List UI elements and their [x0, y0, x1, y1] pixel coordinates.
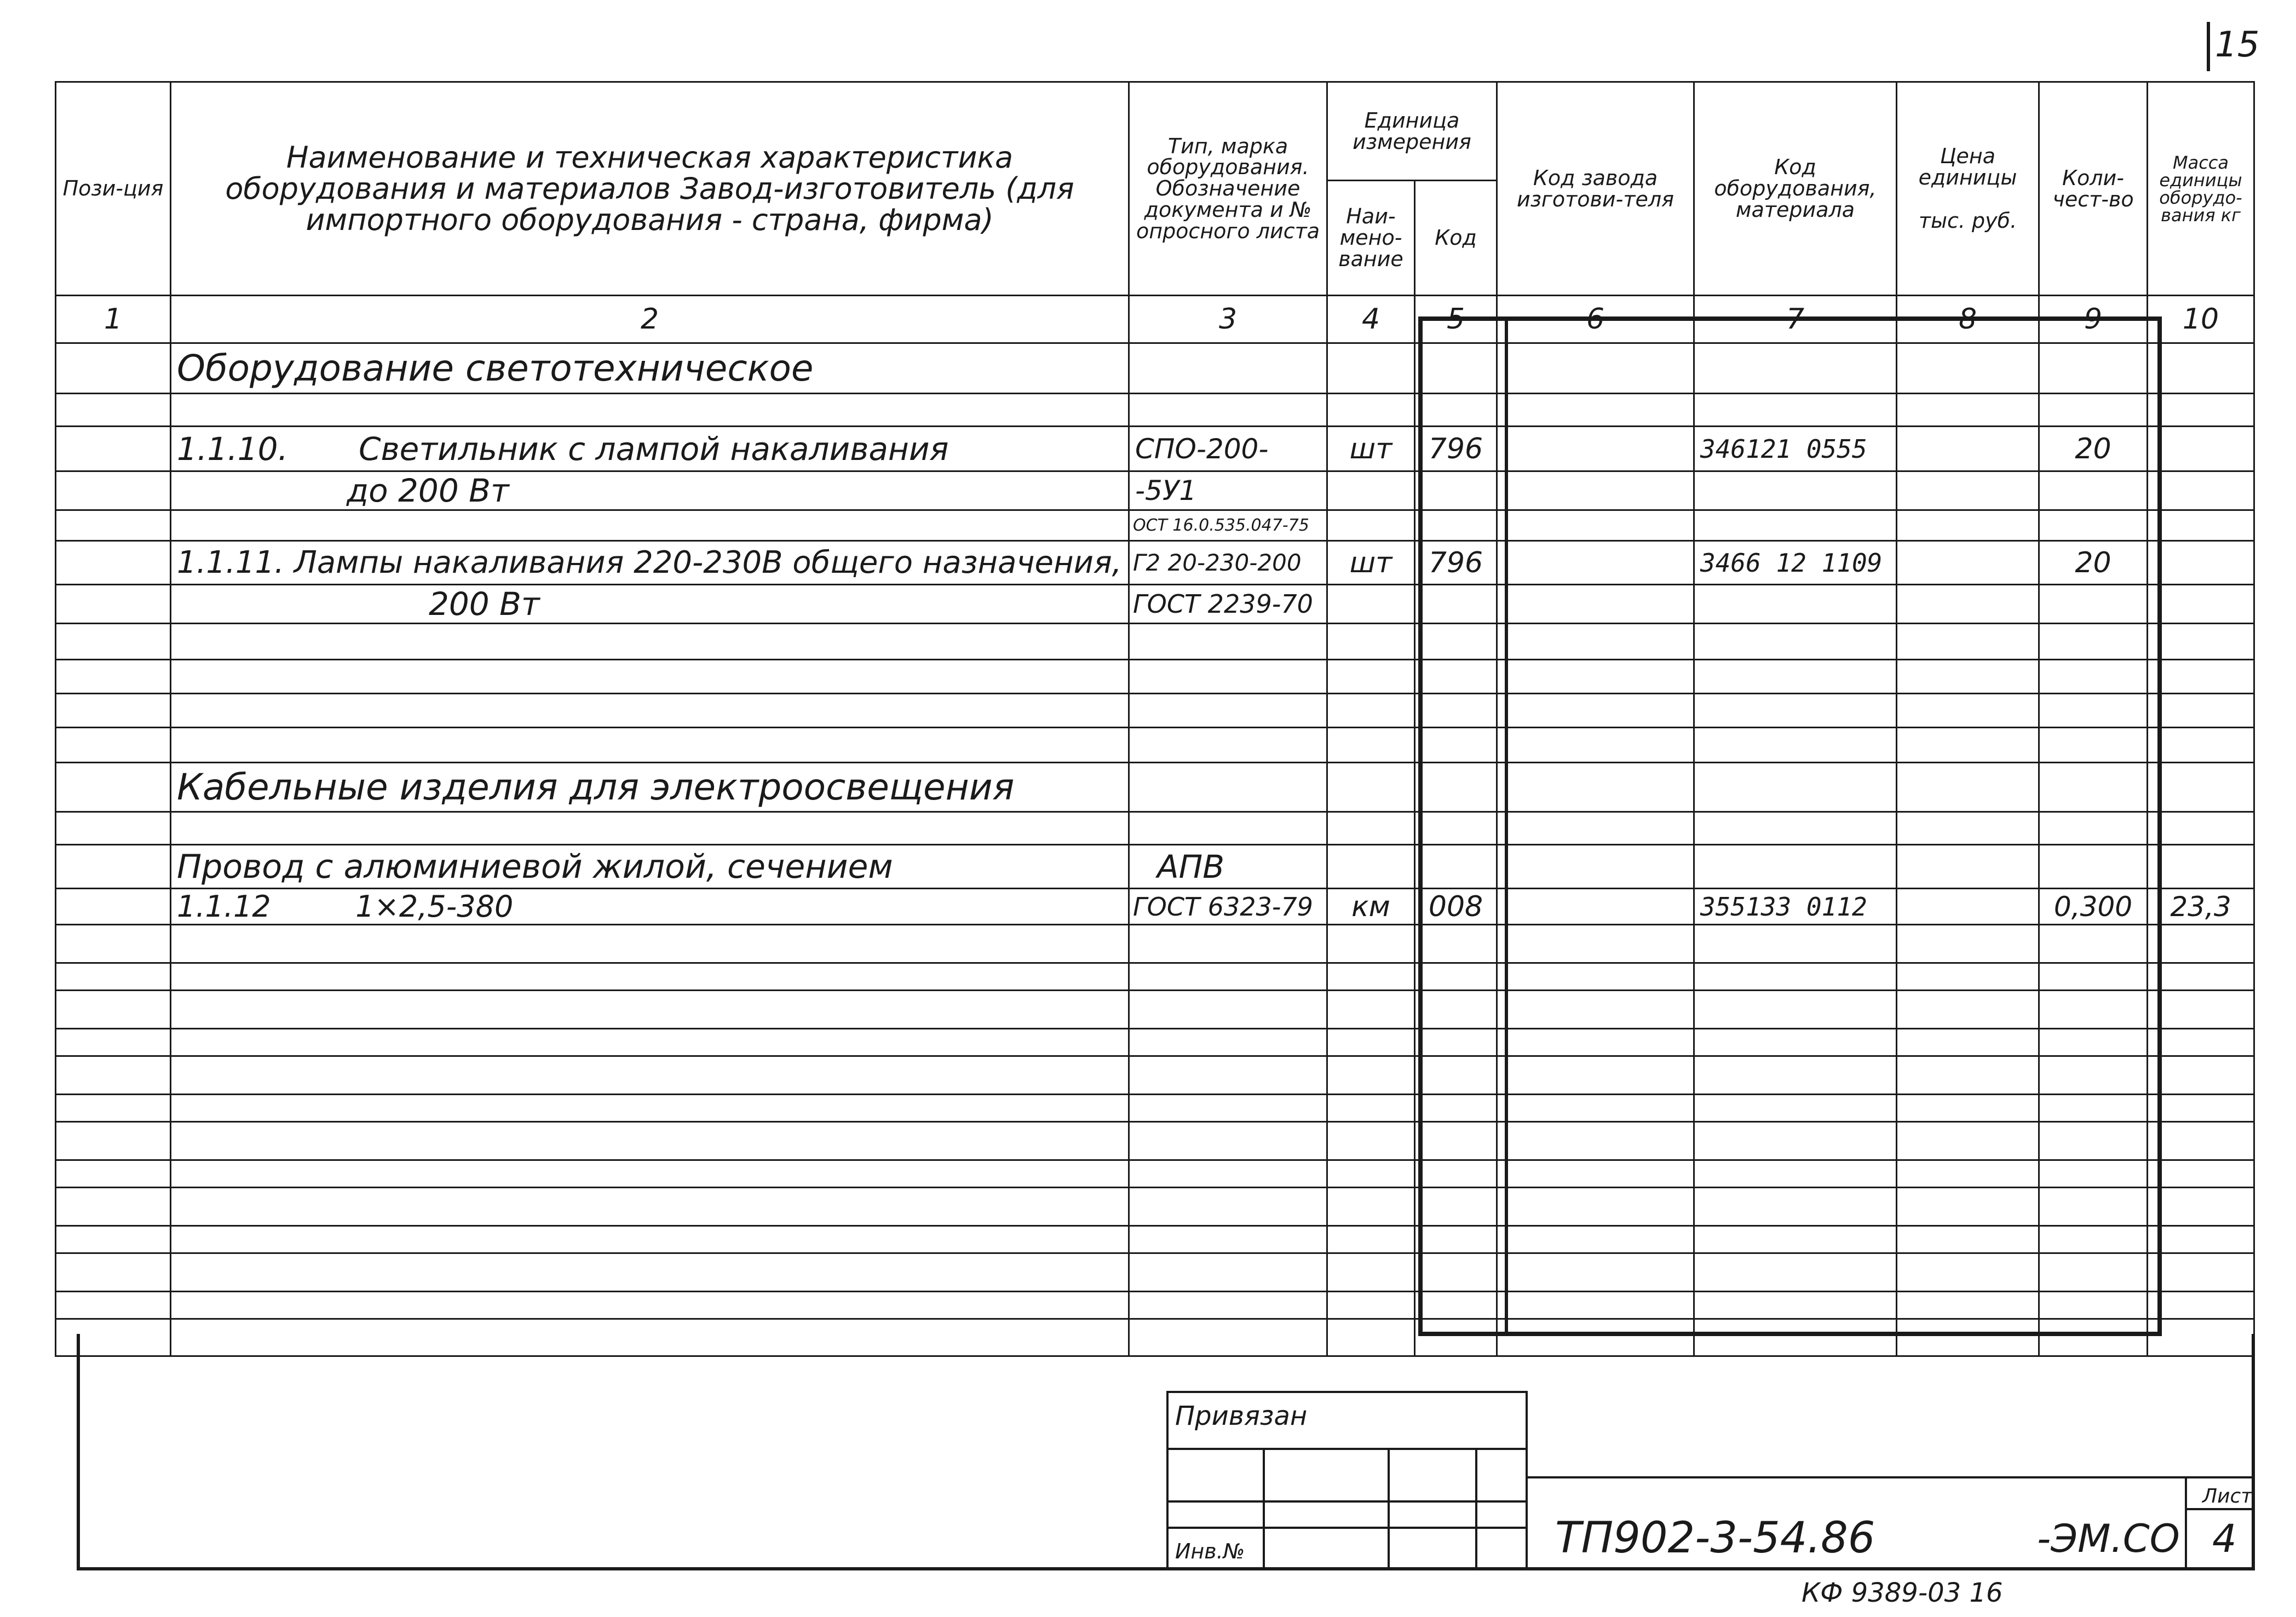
item-unit-code: 796 [1415, 541, 1497, 585]
item-unit: км [1327, 889, 1415, 925]
item-name [171, 541, 1129, 585]
item-type: -5У1 [1129, 471, 1327, 510]
table-row [56, 1188, 2254, 1226]
approval-grid-line [1169, 1448, 1526, 1450]
approval-grid-line [1169, 1527, 1526, 1529]
item-code: 355133 0112 [1694, 889, 1897, 925]
item-unit: шт [1327, 541, 1415, 585]
table-row [56, 471, 2254, 510]
item-name [171, 427, 1129, 471]
col-header-price-unit: тыс. руб. [1918, 208, 2017, 233]
table-row [56, 1253, 2254, 1292]
col-header-mass: Масса единицы оборудо-вания кг [2148, 82, 2254, 296]
approval-grid-line [1388, 1448, 1390, 1568]
table-row [56, 1056, 2254, 1095]
col-header-unit-group: Единица измерения [1327, 82, 1497, 181]
approval-grid-line [1263, 1448, 1265, 1568]
frame-bottom-edge [77, 1567, 2255, 1570]
section-row [56, 763, 2254, 812]
section-row [56, 343, 2254, 394]
table-row [56, 660, 2254, 694]
item-unit-code: 796 [1415, 427, 1497, 471]
column-number: 1 [56, 296, 171, 343]
item-description: 1×2,5-380 [355, 889, 514, 924]
table-row [56, 585, 2254, 624]
column-number: 9 [2039, 296, 2148, 343]
frame-left-edge [77, 1334, 80, 1569]
table-row [56, 541, 2254, 585]
table-row [56, 1292, 2254, 1319]
sheet-box-divider [2185, 1476, 2187, 1570]
item-position: 1.1.11. [177, 545, 284, 580]
item-quantity: 0,300 [2039, 889, 2148, 925]
table-row [56, 812, 2254, 845]
col-header-quantity: Коли-чест-во [2039, 82, 2148, 296]
column-number: 2 [171, 296, 1129, 343]
item-name [171, 889, 1129, 925]
table-row [56, 963, 2254, 991]
table-row [56, 925, 2254, 963]
table-row [56, 728, 2254, 763]
item-description: Лампы накаливания 220-230В общего назначения, [294, 545, 1122, 580]
column-number: 6 [1497, 296, 1694, 343]
archive-footer: КФ 9389-03 16 [1802, 1578, 2003, 1608]
title-block-top-line [1526, 1476, 2255, 1478]
inventory-no-label: Инв.№ [1175, 1539, 1245, 1563]
col-header-equipment-code: Код оборудования, материала [1694, 82, 1897, 296]
item-code: 346121 0555 [1694, 427, 1897, 471]
column-number: 4 [1327, 296, 1415, 343]
item-unit: шт [1327, 427, 1415, 471]
sheet-label: Лист [2202, 1485, 2253, 1507]
table-row [56, 624, 2254, 660]
table-row [56, 1319, 2254, 1356]
approval-block [1166, 1391, 1528, 1570]
table-row [56, 845, 2254, 889]
item-description-cont: 200 Вт [171, 585, 1129, 624]
table-row [56, 394, 2254, 427]
table-row [56, 694, 2254, 728]
item-quantity: 20 [2039, 427, 2148, 471]
item-description-cont: до 200 Вт [171, 471, 1129, 510]
col-header-unit-name: Наи-мено-вание [1327, 181, 1415, 296]
column-number: 10 [2148, 296, 2254, 343]
table-row [56, 1122, 2254, 1160]
table-row [56, 1226, 2254, 1253]
item-unit-code: 008 [1415, 889, 1497, 925]
col-header-position: Пози-ция [56, 82, 171, 296]
col-header-price [1897, 82, 2039, 296]
page-number-divider [2207, 22, 2210, 71]
approval-grid-line [1169, 1500, 1526, 1503]
item-mass: 23,3 [2148, 889, 2254, 925]
table-row [56, 1095, 2254, 1122]
item-type: АПВ [1129, 845, 1327, 889]
item-standard: ОСТ 16.0.535.047-75 [1129, 510, 1327, 541]
section-title-lighting: Оборудование светотехническое [171, 343, 1129, 394]
table-row [56, 1160, 2254, 1188]
table-row [56, 889, 2254, 925]
item-position: 1.1.10. [177, 430, 288, 468]
approval-grid-line [1475, 1448, 1477, 1568]
column-number: 8 [1897, 296, 2039, 343]
table-row [56, 427, 2254, 471]
item-code: 3466 12 1109 [1694, 541, 1897, 585]
frame-right-edge [2252, 1334, 2255, 1570]
item-quantity: 20 [2039, 541, 2148, 585]
col-header-type: Тип, марка оборудования. Обозначение документа и № опросного листа [1129, 82, 1327, 296]
col-header-maker-code: Код завода изготови-теля [1497, 82, 1694, 296]
table-row [56, 1029, 2254, 1056]
attached-label: Привязан [1175, 1401, 1308, 1431]
column-number: 7 [1694, 296, 1897, 343]
document-suffix: -ЭМ.СО [2037, 1516, 2180, 1561]
item-type: Г2 20-230-200 [1129, 541, 1327, 585]
document-number: ТП902-3-54.86 [1555, 1514, 1875, 1563]
header-row-1 [56, 82, 2254, 181]
specification-table [55, 81, 2255, 1357]
sheet-box-line [2185, 1508, 2255, 1510]
column-number: 3 [1129, 296, 1327, 343]
item-position: 1.1.12 [177, 889, 271, 924]
table-row [56, 510, 2254, 541]
page-number: 15 [2215, 25, 2260, 65]
item-description: Провод с алюминиевой жилой, сечением [171, 845, 1129, 889]
item-type: ГОСТ 6323-79 [1129, 889, 1327, 925]
col-header-name: Наименование и техническая характеристика оборудования и материалов Завод-изготовитель (для импортного оборудования - страна, фирма) [171, 82, 1129, 296]
column-number: 5 [1415, 296, 1497, 343]
item-description: Светильник с лампой накаливания [358, 430, 949, 468]
section-title-cables: Кабельные изделия для электроосвещения [171, 763, 1129, 812]
col-header-unit-code: Код [1415, 181, 1497, 296]
col-header-price-label: Цена единицы [1918, 144, 2017, 190]
item-type: СПО-200- [1129, 427, 1327, 471]
column-number-row [56, 296, 2254, 343]
table-row [56, 991, 2254, 1029]
sheet-number: 4 [2212, 1516, 2237, 1561]
item-type: ГОСТ 2239-70 [1129, 585, 1327, 624]
